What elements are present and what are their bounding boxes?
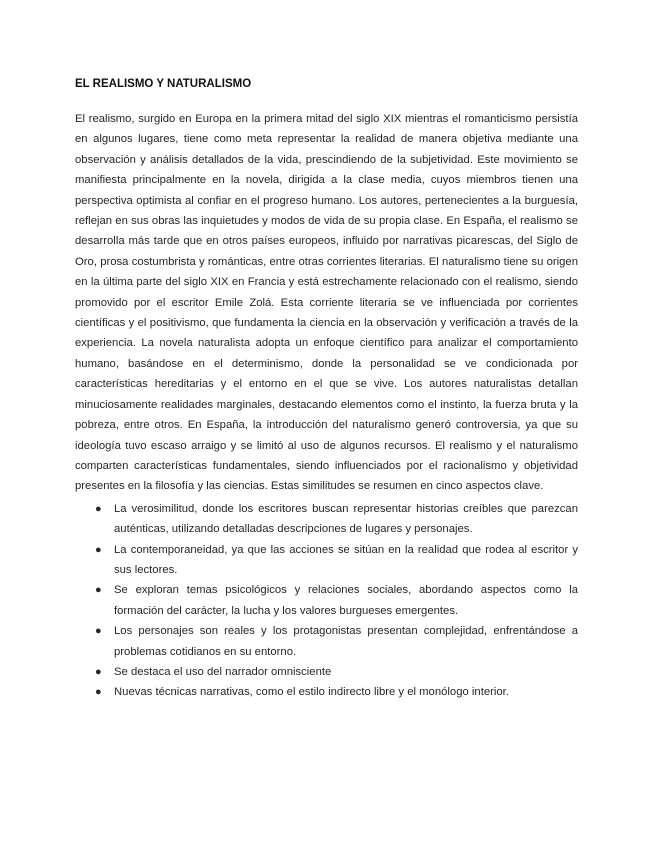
bullet-icon: ● bbox=[95, 625, 102, 638]
list-item-text: La verosimilitud, donde los escritores buscan representar historias creíbles que parezcan auténticas, utilizando detalladas descripciones de lugares y personajes. bbox=[114, 502, 578, 536]
body-paragraph: El realismo, surgido en Europa en la primera mitad del siglo XIX mientras el romanticismo persistía en algunos lugares, tiene como meta representar la realidad de manera objetiva mediante una observación y análisis detallados de la vida, prescindiendo de la subjetividad. Este movimiento se manifiesta principalmente en la novela, dirigida a la clase media, cuyos miembros tienen una perspectiva optimista al confiar en el progreso humano. Los autores, pertenecientes a la burguesía, reflejan en sus obras las inquietudes y modos de vida de su propia clase. En España, el realismo se desarrolla más tarde que en otros países europeos, influido por narrativas picarescas, del Siglo de Oro, prosa costumbrista y románticas, entre otras corrientes literarias. El naturalismo tiene su origen en la última parte del siglo XIX en Francia y está estrechamente relacionado con el realismo, siendo promovido por el escritor Emile Zolá. Esta corriente literaria se ve influenciada por corrientes científicas y el positivismo, que fundamenta la ciencia en la observación y verificación a través de la experiencia. La novela naturalista adopta un enfoque científico para analizar el comportamiento humano, basándose en el determinismo, donde la personalidad se ve condicionada por características hereditarias y el entorno en el que se vive. Los autores naturalistas detallan minuciosamente realidades marginales, destacando elementos como el instinto, la fuerza bruta y la pobreza, entre otros. En España, la introducción del naturalismo generó controversia, ya que su ideología tuvo escaso arraigo y se limitó al uso de algunos recursos. El realismo y el naturalismo comparten características fundamentales, siendo influenciados por el racionalismo y objetividad presentes en la filosofía y las ciencias. Estas similitudes se resumen en cinco aspectos clave. bbox=[75, 113, 578, 493]
list-item-text: Se exploran temas psicológicos y relaciones sociales, abordando aspectos como la formación del carácter, la lucha y los valores burgueses emergentes. bbox=[114, 584, 578, 617]
aspects-list bbox=[75, 499, 578, 703]
bullet-icon: ● bbox=[95, 543, 102, 556]
list-item bbox=[75, 499, 578, 540]
bullet-icon: ● bbox=[95, 502, 102, 515]
list-item-text: Los personajes son reales y los protagonistas presentan complejidad, enfrentándose a problemas cotidianos en su entorno. bbox=[114, 625, 578, 658]
list-item bbox=[75, 580, 578, 621]
list-item-text: La contemporaneidad, ya que las acciones se sitúan en la realidad que rodea al escritor y sus lectores. bbox=[114, 543, 578, 576]
bullet-icon: ● bbox=[95, 584, 102, 597]
list-item bbox=[75, 662, 578, 682]
list-item bbox=[75, 540, 578, 581]
list-item bbox=[75, 621, 578, 662]
bullet-icon: ● bbox=[95, 686, 102, 699]
list-item bbox=[75, 682, 578, 702]
document-title: EL REALISMO Y NATURALISMO bbox=[75, 78, 252, 90]
document-page bbox=[75, 76, 578, 703]
bullet-icon: ● bbox=[95, 665, 102, 678]
list-item-text: Se destaca el uso del narrador omnisciente bbox=[114, 665, 332, 678]
list-item-text: Nuevas técnicas narrativas, como el estilo indirecto libre y el monólogo interior. bbox=[114, 686, 509, 699]
